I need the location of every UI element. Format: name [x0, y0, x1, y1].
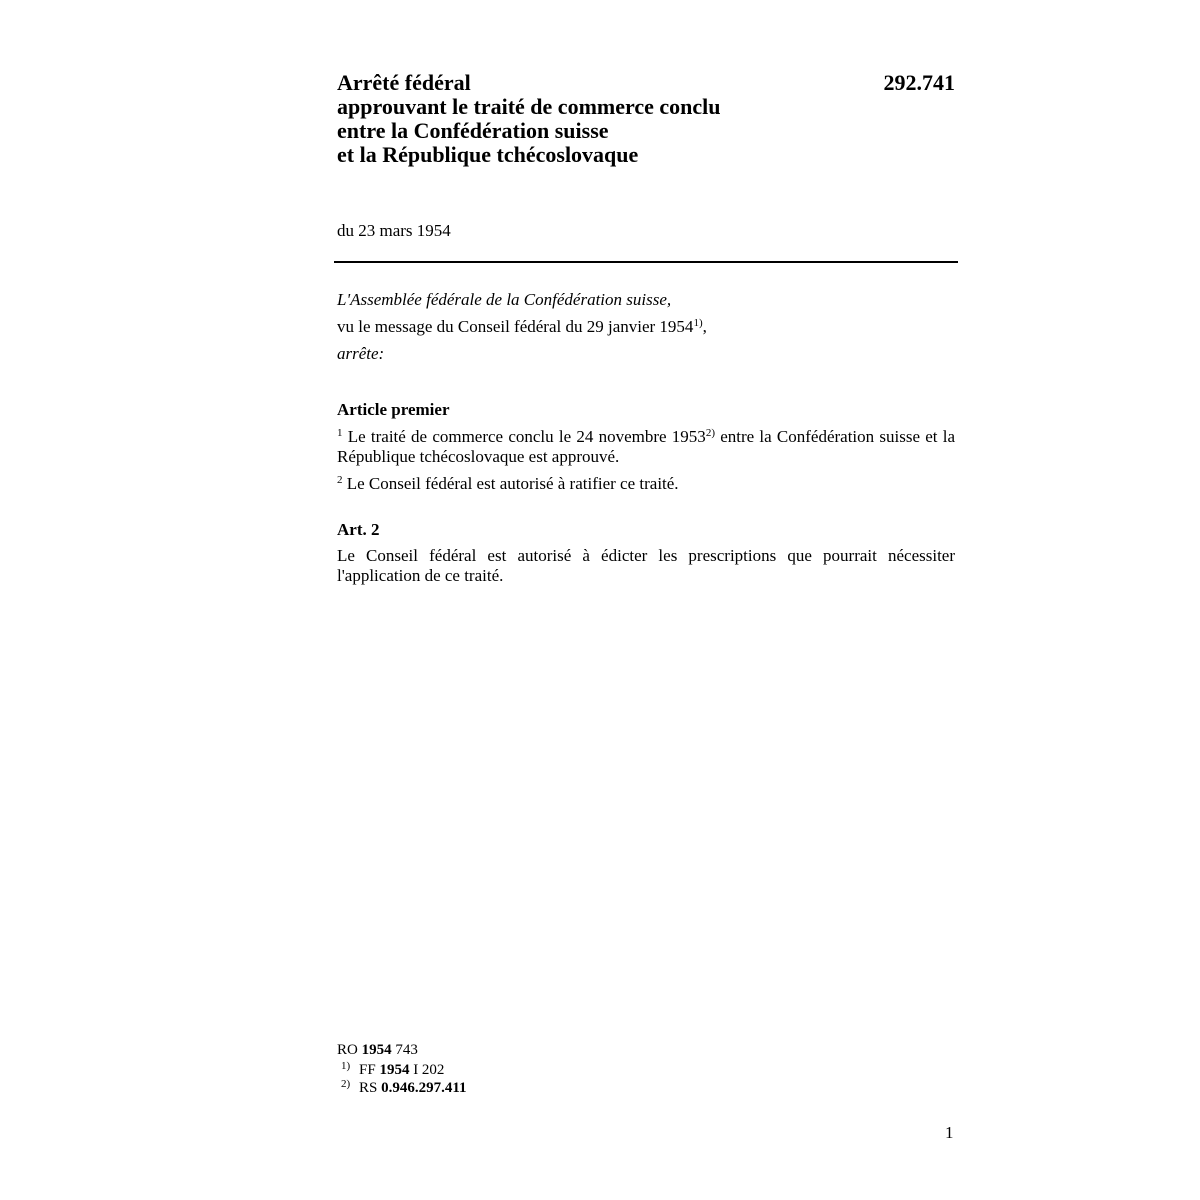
preamble — [337, 290, 955, 364]
footnote-text: 743 — [391, 1042, 418, 1058]
footnote-2: 2) RS 0.946.297.411 — [341, 1078, 467, 1096]
footnote-1: 1) FF 1954 I 202 — [341, 1060, 445, 1078]
article-2 — [337, 520, 955, 586]
title-line: et la République tchécoslovaque — [337, 142, 639, 167]
preamble-vu-end: , — [702, 317, 707, 336]
preamble-arrete: arrête: — [337, 344, 385, 363]
footnote-year: 1954 — [379, 1062, 410, 1078]
footnote-year: 1954 — [361, 1042, 392, 1058]
footnote-text: RS — [359, 1080, 382, 1096]
preamble-vu — [337, 317, 955, 337]
footnote-text: FF — [359, 1062, 380, 1078]
title-line: Arrêté fédéral — [337, 70, 471, 95]
article-2-text: Le Conseil fédéral est autorisé à édicter les prescriptions que pourrait nécessiter l'application de ce traité. — [337, 546, 955, 585]
paragraph-number: 2 — [337, 474, 343, 486]
paragraph-text: entre la Confédération suisse et la République tchécoslovaque est approuvé. — [337, 427, 955, 466]
footnote-ref: 1) — [693, 317, 703, 329]
footnote-text: RO — [337, 1042, 362, 1058]
document-date: du 23 mars 1954 — [337, 221, 451, 240]
preamble-assembly: L'Assemblée fédérale de la Confédération suisse, — [337, 290, 672, 309]
article-2-heading: Art. 2 — [337, 520, 380, 539]
article-1-paragraph-2 — [337, 474, 955, 494]
document-number: 292.741 — [883, 70, 955, 95]
paragraph-text: Le traité de commerce conclu le 24 novembre 1953 — [342, 427, 706, 446]
article-1-paragraph-1 — [337, 427, 955, 467]
footnote-ro — [337, 1041, 418, 1059]
footnote-ref: 2) — [705, 427, 715, 439]
paragraph-number: 1 — [337, 427, 343, 439]
paragraph-text: Le Conseil fédéral est autorisé à ratifier ce traité. — [342, 474, 679, 493]
article-1 — [337, 400, 955, 494]
page-number: 1 — [945, 1123, 954, 1142]
article-1-heading: Article premier — [337, 400, 450, 419]
footnote-text: I 202 — [409, 1062, 445, 1078]
title-line: entre la Confédération suisse — [337, 118, 609, 143]
document-title — [337, 71, 957, 167]
preamble-vu-text: vu le message du Conseil fédéral du 29 janvier 1954 — [337, 317, 694, 336]
horizontal-rule — [334, 261, 958, 263]
title-line: approuvant le traité de commerce conclu — [337, 94, 721, 119]
footnote-reference: 0.946.297.411 — [381, 1080, 467, 1096]
